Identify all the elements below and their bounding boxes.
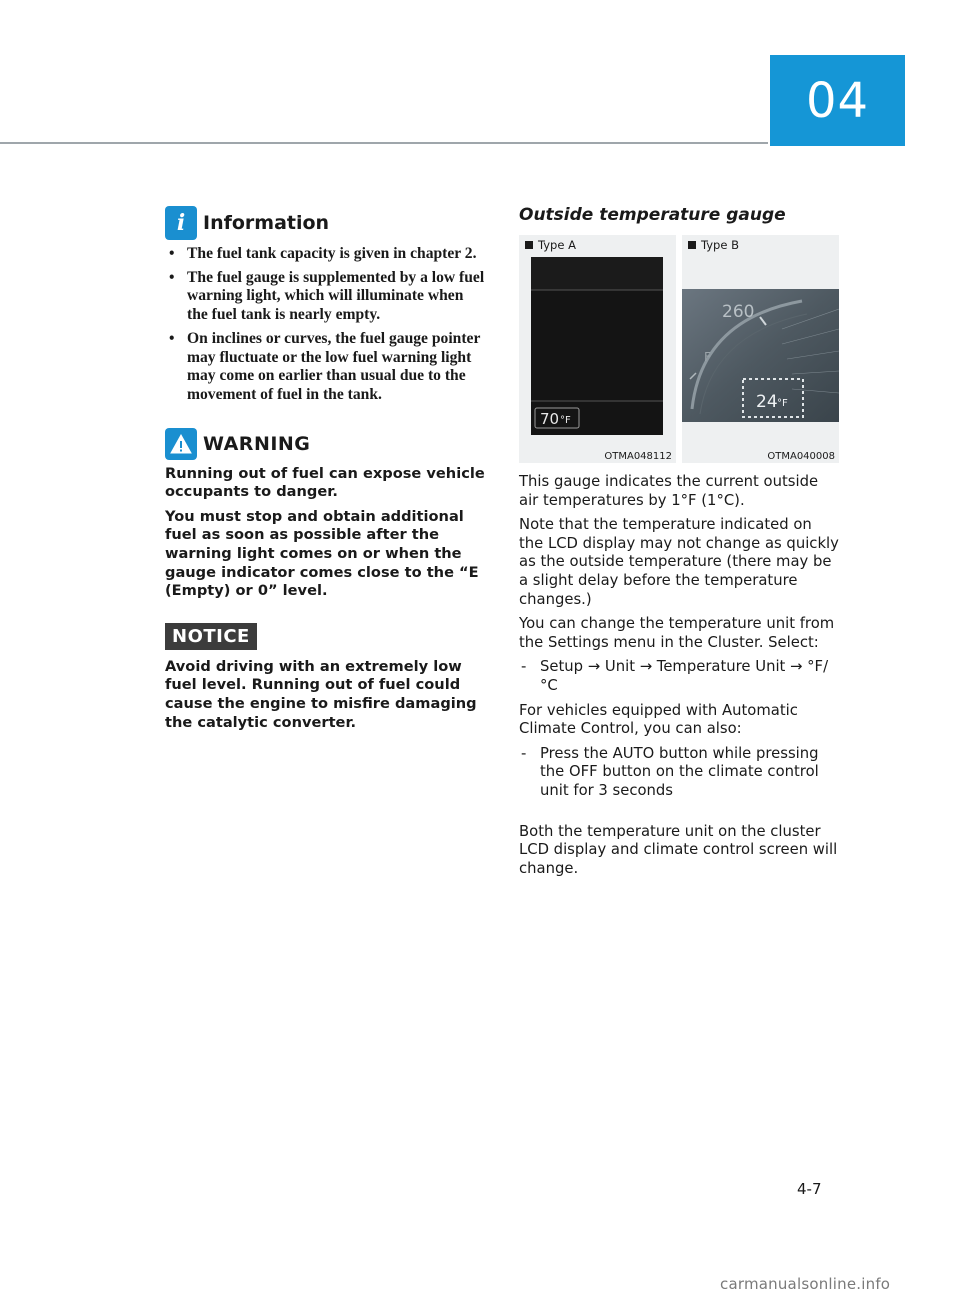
header-rule — [0, 142, 768, 144]
notice-paragraph: Avoid driving with an extremely low fuel level. Running out of fuel could cause the engine to misfire damaging the catalytic converter. — [165, 657, 477, 731]
paragraph: Both the temperature unit on the cluster LCD display and climate control screen will change. — [519, 822, 838, 877]
fuel-label: F — [704, 350, 711, 364]
body-text — [519, 473, 839, 878]
figure-type-a — [519, 235, 676, 463]
list-item: - Press the AUTO button while pressing the OFF button on the climate control unit for 3 seconds — [521, 744, 819, 799]
figure-type-label: Type A — [525, 238, 576, 252]
square-bullet-icon — [525, 241, 533, 249]
paragraph: For vehicles equipped with Automatic Climate Control, you can also: — [519, 701, 798, 738]
information-title: Information — [203, 212, 330, 234]
warning-title: WARNING — [203, 432, 311, 455]
cluster-display-type-a — [531, 257, 663, 435]
display-temp-unit: °F — [777, 398, 788, 409]
cluster-display-type-b — [682, 289, 839, 422]
square-bullet-icon — [688, 241, 696, 249]
list-item: • The fuel tank capacity is given in chapter 2. — [169, 245, 477, 262]
speed-label: 260 — [722, 302, 755, 322]
information-list — [165, 245, 487, 405]
list-item: • On inclines or curves, the fuel gauge pointer may fluctuate or the low fuel warning light may come on earlier than usual due to the movement of fuel in the tank. — [169, 329, 481, 403]
figure-code: OTMA048112 — [604, 451, 672, 462]
page-number: 4-7 — [797, 1180, 822, 1198]
paragraph: You can change the temperature unit from the Settings menu in the Cluster. Select: — [519, 615, 835, 651]
display-temp-value: 24 — [756, 392, 778, 412]
watermark: carmanualsonline.info — [720, 1275, 891, 1293]
list-item: • The fuel gauge is supplemented by a low fuel warning light, which will illuminate when the fuel tank is nearly empty. — [169, 268, 485, 324]
warning-paragraph: Running out of fuel can expose vehicle occupants to danger. — [165, 464, 485, 501]
right-column — [519, 205, 839, 878]
notice-body — [165, 658, 487, 732]
figure-type-label: Type B — [688, 238, 739, 252]
left-column — [165, 205, 487, 732]
warning-body — [165, 465, 487, 601]
list-item: - Setup → Unit → Temperature Unit → °F/°C — [521, 658, 829, 694]
chapter-tab: 04 — [770, 55, 905, 146]
display-temp-value: 70 — [540, 410, 560, 428]
warning-triangle-icon — [165, 428, 197, 460]
figure-code: OTMA040008 — [767, 451, 835, 462]
warning-header — [165, 427, 487, 461]
notice-badge: NOTICE — [165, 623, 257, 650]
paragraph: This gauge indicates the current outside air temperatures by 1°F (1°C). — [519, 473, 819, 509]
information-icon: i — [165, 206, 197, 240]
figures-row — [519, 235, 839, 463]
paragraph: Note that the temperature indicated on the LCD display may not change as quickly as the outside temperature (there may be a slight delay before the temperature changes.) — [519, 516, 839, 608]
warning-paragraph: You must stop and obtain additional fuel as soon as possible after the warning light comes on or when the gauge indicator comes close to the “E (Empty) or 0” level. — [165, 507, 479, 600]
figure-type-b — [682, 235, 839, 463]
information-header — [165, 205, 487, 241]
display-temp-unit: °F — [560, 415, 571, 426]
section-title: Outside temperature gauge — [519, 205, 786, 225]
